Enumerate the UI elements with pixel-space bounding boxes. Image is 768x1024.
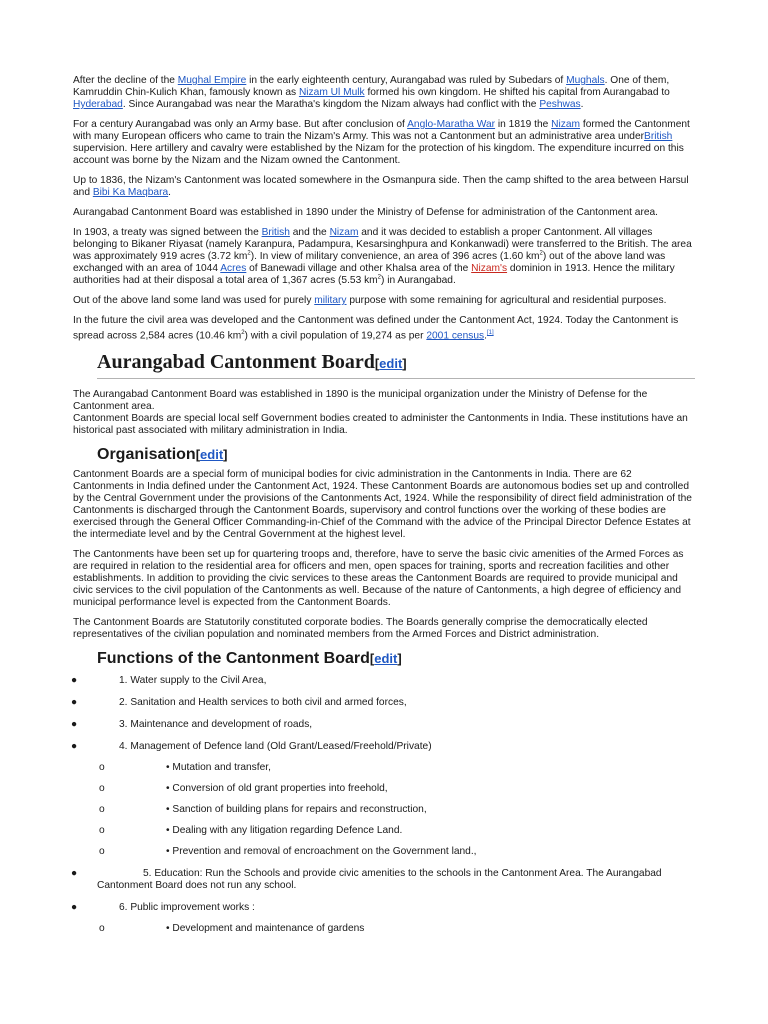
bullet-icon: ● — [71, 741, 78, 753]
edit-bracket — [375, 356, 407, 371]
link-2001-census[interactable]: 2001 census — [426, 330, 485, 342]
heading-text: Functions of the Cantonment Board — [97, 650, 370, 668]
sub-list-item — [73, 825, 695, 837]
list-item — [73, 902, 695, 914]
text: purpose with some remaining for agricultural and residential purposes. — [346, 295, 667, 306]
superscript: 2 — [247, 250, 251, 257]
text: Up to 1836, the Nizam's Cantonment was located somewhere in the Osmanpura side. Then the camp shifted to the area between Harsul and — [73, 175, 689, 198]
text: . — [580, 99, 584, 110]
circle-bullet-icon: o — [99, 923, 105, 935]
list-item — [73, 719, 695, 731]
bullet-icon: ● — [71, 697, 78, 709]
text: ). In view of military convenience, an area of 396 acres (1.60 km — [250, 251, 540, 262]
heading-aurangabad-cantonment-board — [97, 350, 695, 379]
link-nizam[interactable]: Nizam — [329, 227, 359, 238]
list-item — [73, 697, 695, 709]
text: ) in Aurangabad. — [381, 275, 456, 286]
bullet-icon: ● — [71, 719, 78, 731]
link-anglo-maratha-war[interactable]: Anglo-Maratha War — [407, 119, 496, 130]
circle-bullet-icon: o — [99, 825, 105, 837]
link-british[interactable]: British — [644, 131, 673, 142]
paragraph-history-4: Aurangabad Cantonment Board was established in 1890 under the Ministry of Defense for administration of the Cantonment area. — [73, 207, 658, 218]
list-item-text: 1. Water supply to the Civil Area, — [119, 675, 267, 687]
list-item-text: • Development and maintenance of gardens — [166, 923, 365, 935]
text: Out of the above land some land was used for purely — [73, 295, 315, 306]
reference-link[interactable]: [1] — [486, 330, 494, 336]
sub-list-item — [73, 846, 695, 858]
list-item — [73, 868, 695, 892]
paragraph-board-1: The Aurangabad Cantonment Board was established in 1890 is the municipal organization under the Ministry of Defense for the Cantonment area. — [73, 389, 648, 413]
paragraph-history-6 — [73, 295, 695, 307]
link-peshwas[interactable]: Peshwas — [539, 99, 581, 110]
paragraph-history-5 — [73, 227, 695, 287]
list-item-text: 6. Public improvement works : — [119, 902, 255, 914]
list-item-text: 3. Maintenance and development of roads, — [119, 719, 313, 731]
text: in 1819 the — [495, 119, 552, 130]
edit-link[interactable]: edit — [379, 356, 403, 372]
text: formed his own kingdom. He shifted his capital from Aurangabad to — [364, 87, 670, 98]
text: . Since Aurangabad was near the Maratha's kingdom the Nizam always had conflict with the — [122, 99, 540, 110]
heading-text: Aurangabad Cantonment Board — [97, 351, 375, 374]
sub-list-item — [73, 762, 695, 774]
list-item-text: • Prevention and removal of encroachment on the Government land., — [166, 846, 477, 858]
link-mughals[interactable]: Mughals — [566, 75, 605, 86]
sub-list-item — [73, 783, 695, 795]
bracket-open: [ — [374, 356, 380, 372]
document-page — [73, 75, 695, 935]
link-mughal-empire[interactable]: Mughal Empire — [177, 75, 247, 86]
list-item — [73, 675, 695, 687]
list-item — [73, 741, 695, 753]
paragraph-organisation-1: Cantonment Boards are a special form of municipal bodies for civic administration in the Cantonments in India. There are 62 Cantonments in India defined under the Cantonment Act, 1924. These Cantonment Boards are autonomous bodies set up and controlled by the Central Government under the provisions of the Cantonments Act, 1924. While the responsibility of direct field administration of the Cantonments is discharged through the Cantonment Boards, supervisory and control functions over the working of these bodies are exercised through the General Officer Commanding-in-Chief of the Command with the advice of the Principal Director Defence Estates at the intermediate level and by the Central Government at the highest level. — [73, 469, 692, 541]
link-hyderabad[interactable]: Hyderabad — [73, 99, 123, 110]
heading-text: Organisation — [97, 446, 196, 464]
text: and the — [289, 227, 330, 238]
superscript: 2 — [241, 330, 245, 336]
list-item-text: 4. Management of Defence land (Old Grant/Leased/Freehold/Private) — [119, 741, 432, 753]
link-military[interactable]: military — [314, 295, 347, 306]
circle-bullet-icon: o — [99, 783, 105, 795]
edit-link[interactable]: edit — [374, 651, 398, 667]
sub-list-item — [73, 923, 695, 935]
list-item-text: 2. Sanitation and Health services to both civil and armed forces, — [119, 697, 407, 709]
text: supervision. Here artillery and cavalry were established by the Nizam for the protection of his kingdom. The expenditure incurred on this account was borne by the Nizam and the Nizam owned the Cantonment. — [73, 143, 684, 166]
bracket-close: ] — [223, 447, 228, 463]
link-nizams[interactable]: Nizam's — [471, 263, 508, 274]
text: of Banewadi village and other Khalsa area of the — [246, 263, 472, 274]
text: and it was decided to establish a proper Cantonment. All villages belonging to Bikaner Riyasat (namely Karanpura, Padampura, Kesarsinghpura and Konkanwadi) were transferred to the British. The area was approximately 919 acres (3.72 km — [73, 227, 692, 262]
link-nizam[interactable]: Nizam — [551, 119, 581, 130]
list-item-text: • Sanction of building plans for repairs and reconstruction, — [166, 804, 427, 816]
paragraph-history-3 — [73, 175, 695, 199]
link-bibi-ka-maqbara[interactable]: Bibi Ka Maqbara — [92, 187, 169, 198]
edit-link[interactable]: edit — [200, 447, 224, 463]
link-nizam-ul-mulk[interactable]: Nizam Ul Mulk — [298, 87, 365, 98]
text: In the future the civil area was developed and the Cantonment was defined under the Cantonment Act, 1924. Today the Cantonment is spread across 2,584 acres (10.46 km — [73, 315, 679, 342]
text: After the decline of the — [73, 75, 178, 86]
link-british[interactable]: British — [261, 227, 290, 238]
text: . — [484, 330, 487, 342]
text: ) with a civil population of 19,274 as per — [244, 330, 427, 342]
bracket-close: ] — [397, 651, 402, 667]
text: For a century Aurangabad was only an Army base. But after conclusion of — [73, 119, 408, 130]
bullet-icon: ● — [71, 675, 78, 687]
text: dominion in 1913. Hence the military authorities had at their disposal a total area of 1,367 acres (5.53 km — [73, 263, 675, 286]
paragraph-organisation-3: The Cantonment Boards are Statutorily constituted corporate bodies. The Boards generally comprise the democratically elected representatives of the civilian population and nominated members from the Armed Forces and District administration. — [73, 617, 648, 641]
paragraph-history-7 — [73, 315, 695, 342]
heading-organisation — [97, 445, 695, 465]
bullet-icon: ● — [71, 868, 78, 880]
circle-bullet-icon: o — [99, 804, 105, 816]
text: . One of them, Kamruddin Chin-Kulich Khan, famously known as — [73, 75, 670, 98]
list-item-text: 5. Education: Run the Schools and provide civic amenities to the schools in the Cantonment Area. The Aurangabad Cantonment Board does not run any school. — [97, 868, 662, 892]
superscript: 2 — [539, 250, 543, 257]
circle-bullet-icon: o — [99, 846, 105, 858]
sub-list-item — [73, 804, 695, 816]
bracket-close: ] — [402, 356, 407, 372]
paragraph-board-2: Cantonment Boards are special local self Government bodies created to administer the Cantonments in India. These institutions have an historical past associated with military administration in India. — [73, 413, 688, 437]
edit-bracket — [196, 447, 228, 462]
text: in the early eighteenth century, Aurangabad was ruled by Subedars of — [246, 75, 567, 86]
paragraph-history-2 — [73, 119, 695, 167]
link-acres[interactable]: Acres — [220, 263, 247, 274]
list-item-text: • Conversion of old grant properties into freehold, — [166, 783, 388, 795]
paragraph-history-1 — [73, 75, 695, 111]
text: . — [168, 187, 171, 198]
text: ) out of the above land was exchanged with an area of 1044 — [73, 251, 666, 274]
circle-bullet-icon: o — [99, 762, 105, 774]
text: In 1903, a treaty was signed between the — [73, 227, 262, 238]
text: formed the Cantonment with many European officers who came to train the Nizam's Army. This was not a Cantonment but an administrative area under — [73, 119, 690, 142]
bullet-icon: ● — [71, 902, 78, 914]
list-item-text: • Mutation and transfer, — [166, 762, 271, 774]
bracket-open: [ — [369, 651, 375, 667]
functions-list — [73, 675, 695, 935]
heading-functions — [97, 649, 695, 669]
superscript: 2 — [377, 274, 382, 281]
paragraph-organisation-2: The Cantonments have been set up for quartering troops and, therefore, have to serve the basic civic amenities of the Armed Forces as are required in relation to the residential area for officers and men, open spaces for training, sports and recreation facilities and other establishments. In addition to providing the civic services to these areas the Cantonment Boards are required to provide municipal and civic services to the civil population of the Cantonments as well. Because of the nature of Cantonments, a high degree of efficiency and municipal performance level is expected from the Cantonment Boards. — [73, 549, 684, 609]
edit-bracket — [370, 651, 402, 666]
list-item-text: • Dealing with any litigation regarding Defence Land. — [166, 825, 403, 837]
bracket-open: [ — [195, 447, 201, 463]
